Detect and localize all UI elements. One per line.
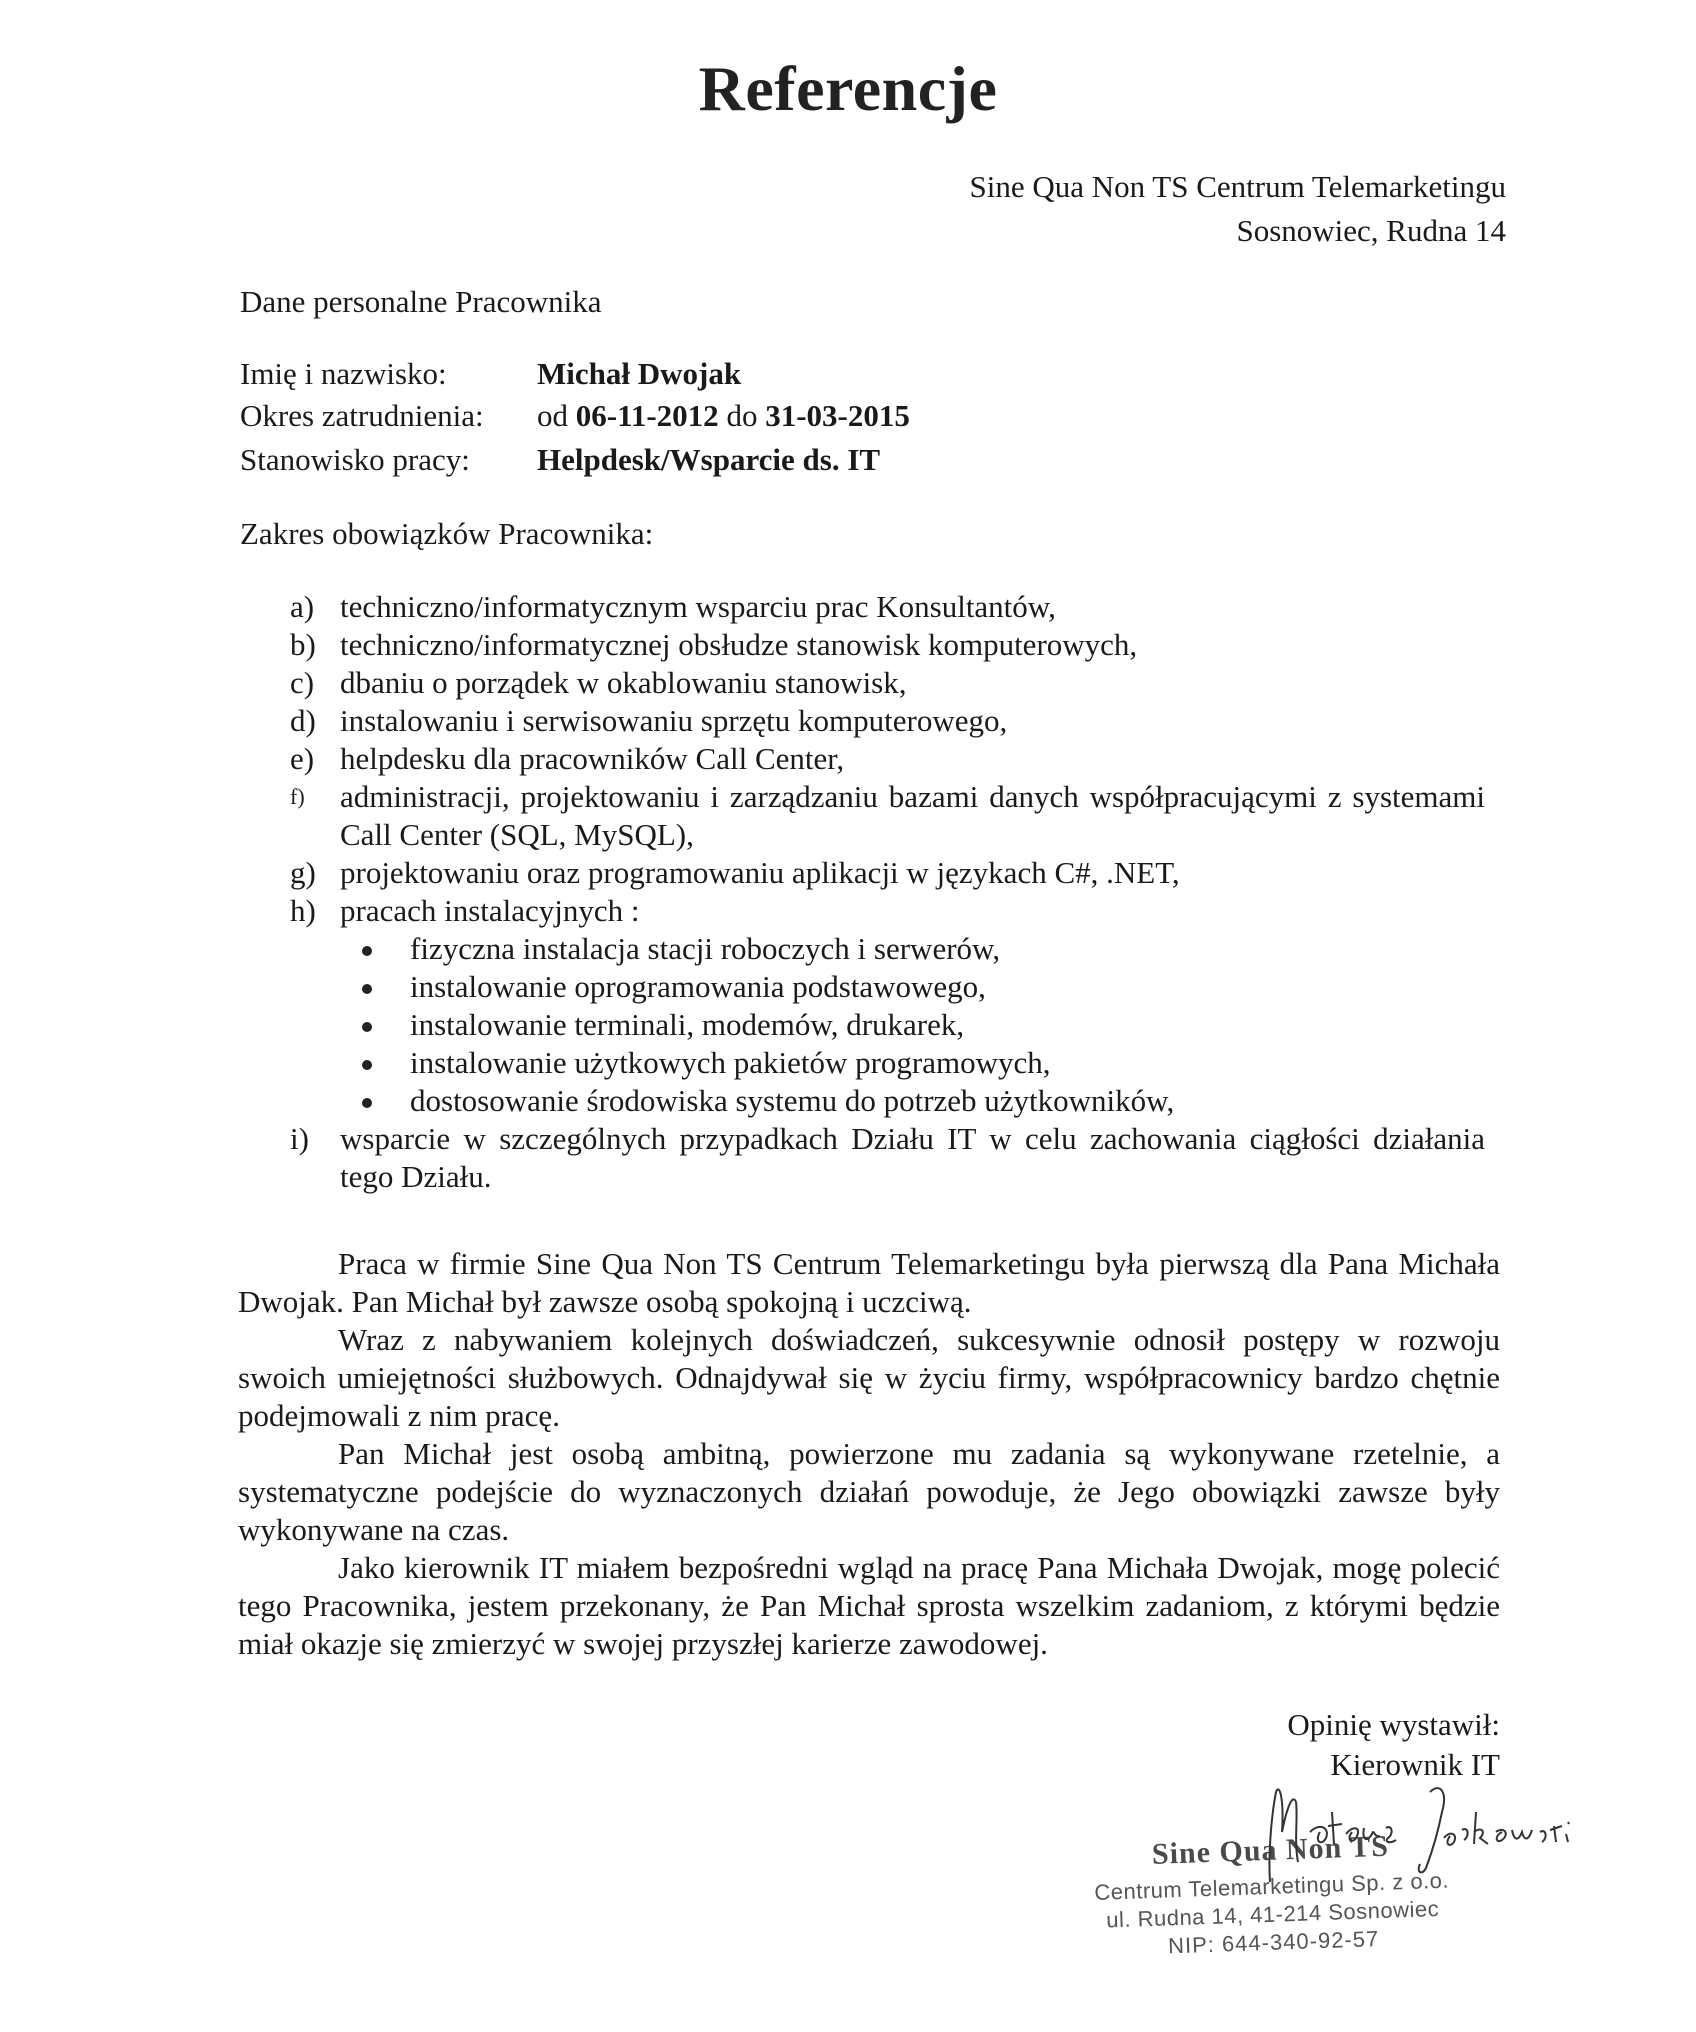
bullet-icon: [362, 946, 372, 956]
duty-letter: e): [290, 741, 315, 776]
installation-item: [240, 930, 1485, 968]
bullet-icon: [362, 1098, 372, 1108]
duty-text: techniczno/informatycznej obsłudze stanowisk komputerowych,: [340, 627, 1138, 662]
stamp-company: Sine Qua Non TS: [1151, 1829, 1390, 1871]
installation-item-text: instalowanie użytkowych pakietów programowych,: [410, 1045, 1051, 1080]
signoff-role: Kierownik IT: [1330, 1747, 1500, 1782]
duty-item: [240, 588, 1485, 626]
stamp-nip: NIP: 644-340-92-57: [1167, 1926, 1380, 1959]
duty-text: wsparcie w szczególnych przypadkach Działu IT w celu zachowania ciągłości działania tego Działu.: [340, 1121, 1485, 1194]
installation-item-text: instalowanie oprogramowania podstawowego,: [410, 969, 986, 1004]
period-prefix: od: [537, 398, 576, 433]
field-position-label: Stanowisko pracy:: [240, 442, 470, 477]
period-to: 31-03-2015: [765, 398, 910, 433]
installation-sublist: [240, 930, 1485, 1120]
duty-item: [240, 778, 1485, 854]
duty-letter: g): [290, 855, 316, 890]
duty-item: [240, 892, 1485, 930]
duty-letter: f): [290, 784, 305, 809]
period-from: 06-11-2012: [575, 398, 719, 433]
installation-item: [240, 968, 1485, 1006]
field-name-label: Imię i nazwisko:: [240, 356, 447, 391]
handwritten-signature: [1250, 1772, 1610, 1892]
installation-item-text: fizyczna instalacja stacji roboczych i serwerów,: [410, 931, 1001, 966]
duty-text: pracach instalacyjnych :: [340, 893, 640, 928]
duty-item: [240, 740, 1485, 778]
stamp-address: ul. Rudna 14, 41-214 Sosnowiec: [1105, 1895, 1440, 1933]
duty-text: dbaniu o porządek w okablowaniu stanowisk,: [340, 665, 907, 700]
duty-letter: b): [290, 627, 316, 662]
bullet-icon: [362, 1060, 372, 1070]
body-paragraph: Jako kierownik IT miałem bezpośredni wgląd na pracę Pana Michała Dwojak, mogę polecić tego Pracownika, jestem przekonany, że Pan Michał sprosta wszelkim zadaniom, z którymi będzie miał okazje się zmierzyć w swojej przyszłej karierze zawodowej.: [238, 1550, 1500, 1661]
duty-letter: h): [290, 893, 316, 928]
installation-item: [240, 1082, 1485, 1120]
duty-item: [240, 1120, 1485, 1196]
letter-body: [238, 1245, 1500, 1663]
field-period-label: Okres zatrudnienia:: [240, 398, 484, 433]
body-paragraph: Praca w firmie Sine Qua Non TS Centrum Telemarketingu była pierwszą dla Pana Michała Dwojak. Pan Michał był zawsze osobą spokojną i uczciwą.: [238, 1246, 1500, 1319]
duty-item: [240, 854, 1485, 892]
duty-text: administracji, projektowaniu i zarządzaniu bazami danych współpracującymi z systemami Call Center (SQL, MySQL),: [340, 779, 1485, 852]
body-paragraph: Pan Michał jest osobą ambitną, powierzone mu zadania są wykonywane rzetelnie, a systematyczne podejście do wyznaczonych działań powoduje, że Jego obowiązki zawsze były wykonywane na czas.: [238, 1436, 1500, 1547]
duty-letter: a): [290, 589, 315, 624]
duty-letter: d): [290, 703, 316, 738]
company-header: [969, 165, 1506, 253]
installation-item: [240, 1044, 1485, 1082]
duty-letter: c): [290, 665, 315, 700]
duties-heading: Zakres obowiązków Pracownika:: [240, 516, 654, 551]
bullet-icon: [362, 1022, 372, 1032]
period-mid: do: [718, 398, 766, 433]
duty-text: projektowaniu oraz programowaniu aplikacji w językach C#, .NET,: [340, 855, 1180, 890]
document-title: Referencje: [698, 53, 998, 124]
installation-item-text: instalowanie terminali, modemów, drukarek,: [410, 1007, 965, 1042]
installation-item-text: dostosowanie środowiska systemu do potrzeb użytkowników,: [410, 1083, 1175, 1118]
personal-data-heading: Dane personalne Pracownika: [240, 284, 602, 319]
field-position-value: Helpdesk/Wsparcie ds. IT: [537, 442, 881, 477]
duty-letter: i): [290, 1121, 309, 1156]
duty-text: instalowaniu i serwisowaniu sprzętu komputerowego,: [340, 703, 1008, 738]
field-period-value: [537, 398, 910, 434]
duty-text: helpdesku dla pracowników Call Center,: [340, 741, 845, 776]
duty-text: techniczno/informatycznym wsparciu prac Konsultantów,: [340, 589, 1056, 624]
body-paragraph: Wraz z nabywaniem kolejnych doświadczeń, sukcesywnie odnosił postępy w rozwoju swoich umiejętności służbowych. Odnajdywał się w życiu firmy, współpracownicy bardzo chętnie podejmowali z nim pracę.: [238, 1322, 1500, 1433]
installation-item: [240, 1006, 1485, 1044]
company-address: Sosnowiec, Rudna 14: [1236, 213, 1506, 248]
duty-item: [240, 626, 1485, 664]
duty-item: [240, 664, 1485, 702]
signoff-issued-by: Opinię wystawił:: [1287, 1707, 1500, 1742]
company-name: Sine Qua Non TS Centrum Telemarketingu: [969, 169, 1506, 204]
field-name-value: Michał Dwojak: [537, 356, 742, 391]
bullet-icon: [362, 984, 372, 994]
stamp-company-full: Centrum Telemarketingu Sp. z o.o.: [1093, 1867, 1450, 1905]
duties-list: [240, 588, 1485, 1196]
duty-item: [240, 702, 1485, 740]
